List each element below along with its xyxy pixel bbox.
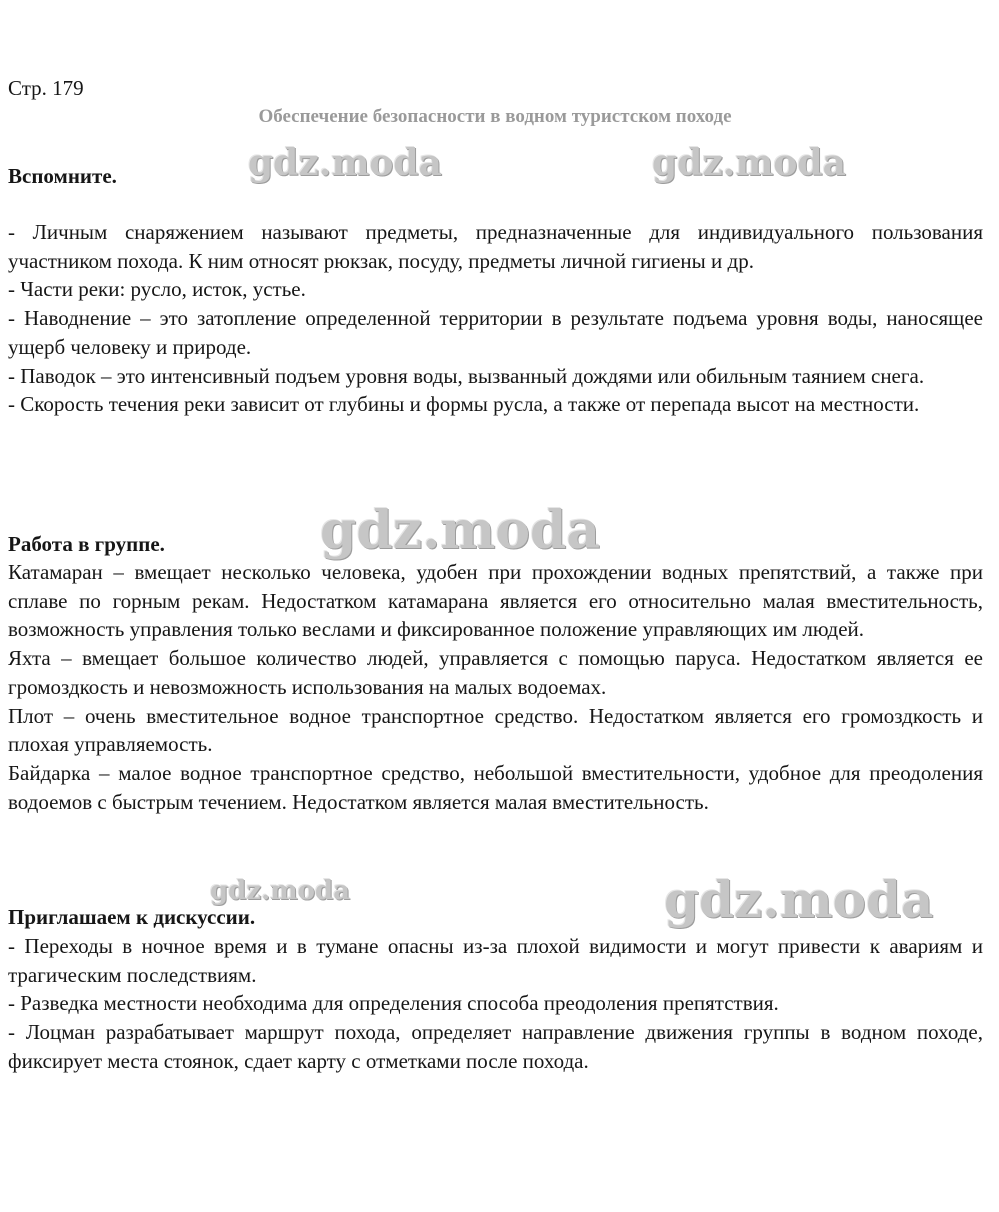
paragraph: - Переходы в ночное время и в тумане опасны из-за плохой видимости и могут привести к авариям и трагическим последствиям.: [8, 934, 983, 987]
paragraph: Байдарка – малое водное транспортное средство, небольшой вместительности, удобное для преодоления водоемов с быстрым течением. Недостатком является малая вместительность.: [8, 760, 983, 814]
paragraph: - Разведка местности необходима для определения способа преодоления препятствия.: [8, 991, 779, 1016]
paragraph: Плот – очень вместительное водное транспортное средство. Недостатком является его громоздкость и плохая управляемость.: [8, 703, 983, 757]
section-heading-recall: Вспомните.: [8, 164, 117, 188]
watermark: gdz.moda: [652, 142, 846, 184]
section-body-discussion: [8, 932, 983, 1076]
paragraph: - Скорость течения реки зависит от глубины и формы русла, а также от перепада высот на местности.: [8, 392, 920, 417]
watermark: gdz.moda: [320, 500, 601, 561]
section-heading-group-work: Работа в группе.: [8, 532, 165, 556]
watermark: gdz.moda: [664, 870, 934, 929]
section-body-group-work: [8, 558, 983, 816]
paragraph: - Части реки: русло, исток, устье.: [8, 277, 306, 302]
paragraph: Яхта – вмещает большое количество людей, управляется с помощью паруса. Недостатком является ее громоздкость и невозможность использования на малых водоемах.: [8, 646, 983, 699]
paragraph: - Паводок – это интенсивный подъем уровня воды, вызванный дождями или обильным таянием снега.: [8, 363, 925, 388]
watermark: gdz.moda: [248, 142, 442, 184]
page-number: Стр. 179: [8, 76, 84, 100]
section-body-recall: [8, 218, 983, 419]
section-heading-discussion: Приглашаем к дискуссии.: [8, 905, 256, 929]
watermark: gdz.moda: [210, 876, 351, 906]
paragraph: Катамаран – вмещает несколько человека, удобен при прохождении водных препятствий, а также при сплаве по горным рекам. Недостатком катамарана является его относительно малая вместительность, возможность управления только веслами и фиксированное положение управляющих им людей.: [8, 560, 983, 642]
paragraph: - Наводнение – это затопление определенной территории в результате подъема уровня воды, наносящее ущерб человеку и природе.: [8, 306, 983, 359]
document-title: Обеспечение безопасности в водном туристском походе: [258, 106, 732, 127]
paragraph: - Личным снаряжением называют предметы, предназначенные для индивидуального пользования участником похода. К ним относят рюкзак, посуду, предметы личной гигиены и др.: [8, 220, 983, 273]
paragraph: - Лоцман разрабатывает маршрут похода, определяет направление движения группы в водном походе, фиксирует места стоянок, сдает карту с отметками после похода.: [8, 1020, 983, 1073]
